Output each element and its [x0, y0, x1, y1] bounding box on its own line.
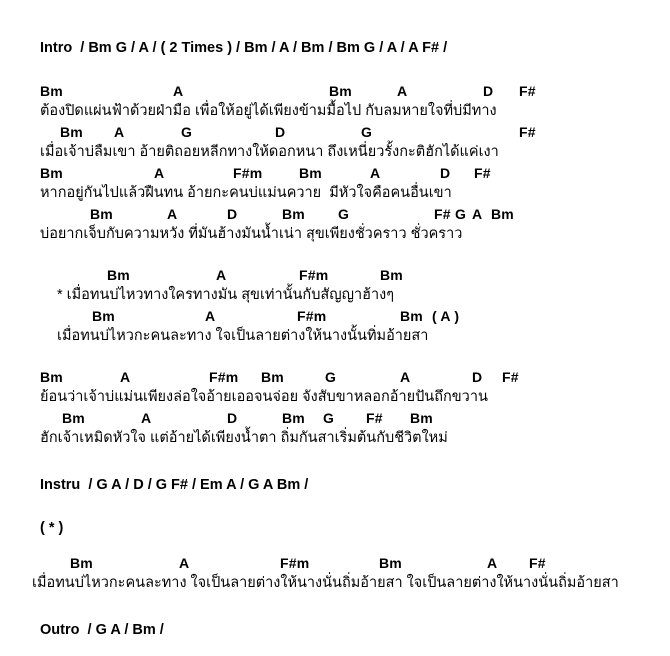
chord-symbol: Bm	[299, 165, 322, 181]
chord-symbol: A	[216, 267, 227, 283]
chord-symbol: G	[323, 410, 335, 426]
chord-symbol: Bm	[92, 308, 115, 324]
chord-symbol: Bm	[40, 165, 63, 181]
lyric-line: เมื่อทนบ่ไหวกะคนละทาง ใจเป็นลายต่างให้นางนั้นทิ่มอ้ายสา	[57, 328, 429, 344]
chord-symbol: A	[141, 410, 152, 426]
chord-line	[40, 81, 656, 101]
lyric-line: * เมื่อทนบ่ไหวทางใครทางมัน สุขเท่านั้นกับสัญญาฮ้างๆ	[57, 287, 394, 303]
chord-symbol: D	[483, 83, 494, 99]
chord-symbol: Bm	[282, 206, 305, 222]
intro-chords	[72, 40, 447, 56]
chord-symbol: F#	[434, 206, 451, 222]
chord-symbol: A	[205, 308, 216, 324]
chord-line	[40, 163, 656, 183]
outro-chords	[79, 622, 163, 638]
chord-symbol: Bm	[491, 206, 514, 222]
lyric-line: ต้องปิดแผ่นฟ้าด้วยฝ่ามือ เพื่อให้อยู่ได้เพียงข้ามมื้อไป กับลมหายใจที่บ่มีทาง	[40, 103, 497, 119]
lyric-line: ฮักเจ้าเหมิดหัวใจ แต่อ้ายได้เพียงน้ำตา ถิ่มกันสาเริ่มต้นกับชีวิตใหม่	[40, 430, 448, 446]
chord-symbol: Bm	[62, 410, 85, 426]
section-chorus	[40, 265, 656, 347]
chord-symbol: Bm	[261, 369, 284, 385]
chord-symbol: Bm	[107, 267, 130, 283]
chord-symbol: F#	[474, 165, 491, 181]
chord-symbol: A	[487, 555, 498, 571]
section-intro	[40, 38, 656, 59]
chord-line	[40, 265, 656, 285]
chord-line	[40, 122, 656, 142]
chord-symbol: F#m	[209, 369, 239, 385]
chord-symbol: Bm	[40, 369, 63, 385]
chord-symbol: A	[397, 83, 408, 99]
lyric-line: เมื่อเจ้าบ่ลืมเขา อ้ายติถอยหลีกทางให้ดอกหนา ถึงเหนี่ยวรั้งกะติฮักได้แค่เงา	[40, 144, 499, 160]
chord-symbol: Bm	[329, 83, 352, 99]
instru-label: Instru	[40, 477, 81, 493]
chord-symbol: F#m	[297, 308, 327, 324]
chord-symbol: Bm	[40, 83, 63, 99]
chord-line	[40, 553, 656, 573]
lyric-line: เมื่อทนบ่ไหวกะคนละทาง ใจเป็นลายต่างให้นางนั่นถิ่มอ้ายสา ใจเป็นลายต่างให้นางนั่นถิ่มอ้ายสา	[32, 575, 619, 591]
section-outro	[40, 620, 656, 641]
chord-symbol: F#	[366, 410, 383, 426]
lyric-line: บ่อยากเจ็บกับความหวัง ที่มันฮ้างมันน้ำเน่า สุขเพียงชั่วคราว ชั่วคราว	[40, 226, 463, 242]
outro-line	[40, 620, 656, 641]
chord-symbol: F#m	[280, 555, 310, 571]
chord-symbol: Bm	[282, 410, 305, 426]
chord-symbol: A	[370, 165, 381, 181]
section-final-chorus	[32, 553, 656, 594]
chord-line	[40, 408, 656, 428]
chord-symbol: Bm	[70, 555, 93, 571]
chord-symbol: D	[472, 369, 483, 385]
instru-chords-text: / G A / D / G F# / Em A / G A Bm /	[88, 477, 309, 493]
chord-symbol: ( A )	[432, 308, 460, 324]
chord-symbol: G	[455, 206, 467, 222]
chord-symbol: A	[179, 555, 190, 571]
chord-symbol: F#m	[233, 165, 263, 181]
chord-symbol: Bm	[60, 124, 83, 140]
lyric-line: ย้อนว่าเจ้าบ่แม่นเพียงล่อใจอ้ายเออจนจ่อย จังสับขาหลอกอ้ายปันถึกขวาน	[40, 389, 488, 405]
chord-symbol: A	[400, 369, 411, 385]
intro-line	[40, 38, 656, 59]
chord-symbol: F#	[502, 369, 519, 385]
chord-symbol: A	[154, 165, 165, 181]
chord-symbol: D	[440, 165, 451, 181]
chord-symbol: Bm	[90, 206, 113, 222]
chord-symbol: D	[275, 124, 286, 140]
chord-symbol: F#	[519, 124, 536, 140]
chord-symbol: D	[227, 410, 238, 426]
section-repeat-star	[40, 518, 656, 539]
section-verse-1	[40, 81, 656, 245]
outro-chords-text: / G A / Bm /	[87, 622, 164, 638]
chord-symbol: A	[120, 369, 131, 385]
chord-line	[40, 306, 656, 326]
chord-symbol: G	[325, 369, 337, 385]
instru-chords	[80, 477, 308, 493]
repeat-star-label: ( * )	[40, 520, 64, 536]
chord-symbol: Bm	[400, 308, 423, 324]
chord-symbol: D	[227, 206, 238, 222]
chord-symbol: F#	[519, 83, 536, 99]
chord-symbol: A	[167, 206, 178, 222]
intro-chords-text: / Bm G / A / ( 2 Times ) / Bm / A / Bm / Bm G / A / A F# /	[80, 40, 448, 56]
repeat-star-line	[40, 518, 656, 539]
chord-line	[40, 367, 656, 387]
chord-symbol: A	[114, 124, 125, 140]
intro-label: Intro	[40, 40, 73, 56]
instru-line	[40, 475, 656, 496]
section-instru	[40, 475, 656, 496]
chord-symbol: Bm	[410, 410, 433, 426]
chord-symbol: G	[361, 124, 373, 140]
section-verse-3	[40, 367, 656, 449]
chord-symbol: A	[173, 83, 184, 99]
lyric-line: หากอยู่กันไปแล้วฝืนทน อ้ายกะคนบ่แม่นควาย มีหัวใจคือคนอื่นเขา	[40, 185, 452, 201]
chord-symbol: A	[472, 206, 483, 222]
chord-symbol: Bm	[380, 267, 403, 283]
chord-symbol: F#m	[299, 267, 329, 283]
chord-symbol: G	[181, 124, 193, 140]
outro-label: Outro	[40, 622, 80, 638]
chord-line	[40, 204, 656, 224]
chord-symbol: G	[338, 206, 350, 222]
chord-symbol: Bm	[379, 555, 402, 571]
chord-symbol: F#	[529, 555, 546, 571]
